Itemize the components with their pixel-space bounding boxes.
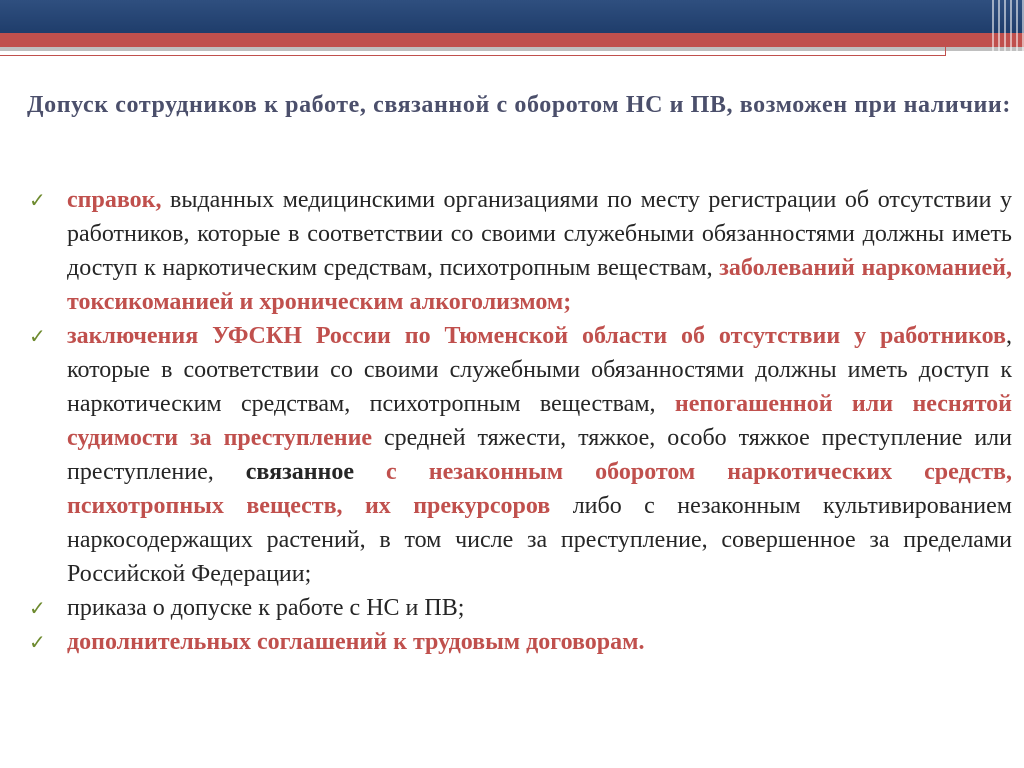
requirements-list: [27, 183, 1012, 659]
text-run: заболеваний наркоманией, токсикоманией и хроническим алкоголизмом;: [67, 255, 1012, 315]
header-band: [0, 0, 1024, 33]
text-run: дополнительных соглашений к трудовым договорам.: [67, 629, 645, 655]
text-run: приказа о допуске к работе с НС и ПВ;: [67, 595, 465, 621]
list-item-text: [67, 187, 1012, 315]
list-item: [27, 625, 1012, 659]
checkmark-icon: ✓: [29, 188, 46, 212]
list-item-text: [67, 323, 1012, 587]
text-run: связанное: [245, 459, 355, 485]
slide-title: Допуск сотрудников к работе, связанной с оборотом НС и ПВ, возможен при наличии:: [27, 92, 1011, 118]
checkmark-icon: ✓: [29, 596, 46, 620]
header-divider: [0, 47, 1024, 51]
header-accent-band: [0, 33, 1024, 47]
text-run: непогашенной или неснятой судимости за преступление: [67, 391, 1013, 451]
text-run: с незаконным оборотом наркотических средств, психотропных веществ, их прекурсоров: [67, 459, 1013, 519]
list-item-text: [67, 629, 645, 655]
checkmark-icon: ✓: [29, 324, 46, 348]
text-run: либо с незаконным культивированием наркосодержащих растений, в том числе за преступление, совершенное за пределами Российской Федерации;: [67, 493, 1012, 587]
list-item-text: [67, 595, 464, 621]
decorative-stripes: [992, 0, 1024, 51]
decorative-line-corner: [945, 40, 946, 56]
checkmark-icon: ✓: [29, 630, 46, 654]
list-item: [27, 319, 1012, 591]
text-run: , которые в соответствии со своими служебными обязанностями должны иметь доступ к наркотическим средствам, психотропным веществам,: [67, 323, 1012, 417]
text-run: средней тяжести, тяжкое, особо тяжкое преступление или преступление,: [67, 425, 1012, 485]
text-run: заключения УФСКН России по Тюменской области об отсутствии у работников: [67, 323, 1006, 349]
text-run: выданных медицинскими организациями по месту регистрации об отсутствии у работников, которые в соответствии со своими служебными обязанностями должны иметь доступ к наркотическим средствам, психотропным веществам,: [67, 187, 1012, 281]
list-item: [27, 183, 1012, 319]
list-item: [27, 591, 1012, 625]
decorative-line: [0, 55, 945, 56]
text-run: справок,: [67, 187, 162, 213]
